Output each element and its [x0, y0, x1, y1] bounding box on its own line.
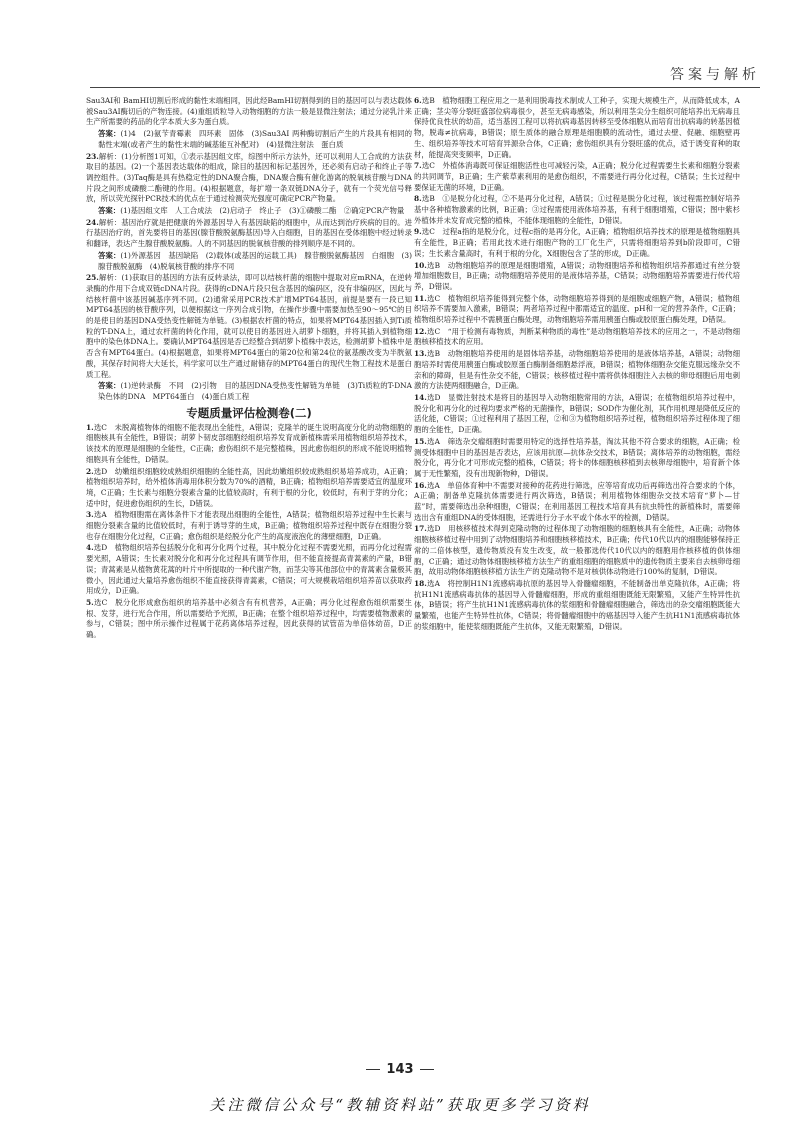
answer-block: [86, 129, 412, 150]
answer-label: 答案：: [98, 129, 121, 139]
answer-block: [86, 251, 412, 272]
explanation-text: 选B ①是脱分化过程，②不是再分化过程，A错误；①过程是脱分化过程，该过程需控制好培养基中各种植物激素的比例，B正确；③过程需使用液体培养基，有利于细胞增殖，C错误；图中紫杉外植体并未发育成完整的植株，不能体现细胞的全能性，D错误。: [414, 194, 740, 225]
explanation-text: 选C 外植体消毒既可保证细胞活性也可减轻污染，A正确；脱分化过程需要生长素和细胞分裂素的共同调节，B正确；生产紫草素利用的是愈伤组织，不需要进行再分化过程，C错误；生长过程中要保证无菌的环境，D正确。: [414, 161, 740, 192]
explanation-text: 选A 植物细胞需在离体条件下才能表现出细胞的全能性，A错误；植物组织培养过程中生长素与细胞分裂素含量的比值较低时，有利于诱导芽的生成，B正确；植物组织培养过程中既存在细胞分裂也存在细胞分化过程，C正确；愈伤组织是经脱分化产生的高度液泡化的薄壁细胞，D正确。: [86, 510, 412, 541]
question-explanation: [414, 96, 740, 160]
left-column: [86, 96, 412, 1080]
question-number: 5.: [86, 597, 94, 607]
question-number: 10.: [414, 260, 427, 270]
question-explanation: [414, 194, 740, 226]
explanation-text: 选D 用核移植技术得到克隆动物的过程体现了动物细胞的细胞核具有全能性，A正确；动物体细胞核移植过程中用到了动物细胞培养和细胞核移植技术，B正确；传代10代以内的细胞能够保持正常的二倍体核型，遗传物质没有发生改变，故一般都选传代10代以内的细胞用作核移植的供体细胞，C正确；通过动物体细胞核移植方法生产的重组细胞的细胞质中的遗传物质主要来自去核卵母细胞，故用动物体细胞核移植方法生产的克隆动物不是对核供体动物进行100%的复制，D错误。: [414, 524, 740, 577]
explanation-text: 选B 动物细胞培养使用的是固体培养基，动物细胞培养使用的是液体培养基，A错误；动物细胞培养时需使用胰蛋白酶或胶原蛋白酶制备细胞悬浮液，B错误；植物体细胞杂交能克服远缘杂交不亲和的障碍，但是有性杂交不能，C错误；核移植过程中需将供体细胞注入去核的卵母细胞后用电刺激的方法使两细胞融合，D正确。: [414, 349, 740, 391]
question-explanation: [86, 152, 412, 206]
question-explanation: [414, 161, 740, 193]
question-number: 23.: [86, 151, 99, 161]
question-explanation: [414, 437, 740, 480]
explanation-text: 选B 植物细胞工程应用之一是利用脱毒技术制成人工种子，实现大规模生产，从而降低成本，A正确；茎尖等分裂旺盛部位病毒很少，甚至无病毒感染，所以利用茎尖分生组织可能培养出无病毒且保持优良性状的幼苗，适当基因工程可以将抗病毒基因转移至受体细胞从而培育出抗病毒的转基因植物，脱毒≠抗病毒，B错误；原生质体的融合原理是细胞膜的流动性，通过去壁、促融、细胞壁再生、组织培养等技术可培育异源杂合体，C正确；愈伤组织具有分裂旺盛的优点，适于诱变育种的取材，能提高突变频率，D正确。: [414, 96, 740, 159]
answer-label: 答案：: [98, 250, 121, 260]
question-explanation: [414, 524, 740, 578]
footer-promo: 关注微信公众号“教辅资料站”获取更多学习资料: [209, 1096, 591, 1114]
explanation-text: 选C 过程a指的是脱分化，过程c指的是再分化，A正确；植物组织培养技术的原理是植物细胞具有全能性，B正确；若用此技术进行细胞产物的工厂化生产，只需将细胞培养到b阶段即可，C错误；生长素含量高时，有利于根的分化，X细胞包含了茎的形成，D正确。: [414, 227, 740, 258]
page-number-dash-left: [366, 1069, 380, 1070]
answer-label: 答案：: [98, 381, 121, 391]
question-number: 6.: [414, 96, 422, 105]
question-explanation: [86, 273, 412, 380]
question-explanation: [414, 294, 740, 326]
continued-text: Sau3AⅠ和 BamHⅠ切割后形成的黏性末端相同，因此经BamHⅠ切割得到的目的基因可以与表达载体被Sau3AⅠ酶切后的产物连接。(4)重组质粒导入动物细胞的方法一般是显微注射法；通过分泌乳汁来生产所需要的药品的化学本质大多为蛋白质。: [86, 96, 412, 127]
question-number: 8.: [414, 194, 422, 204]
question-number: 12.: [414, 326, 427, 336]
question-explanation: [86, 598, 412, 641]
page-number: [0, 1062, 800, 1077]
explanation-text: 选D 显微注射技术是将目的基因导入动物细胞常用的方法，A错误；在植物组织培养过程中，脱分化和再分化的过程均要求严格的无菌操作，B错误；SOD作为催化剂，其作用机理是降低反应的活化能，C错误；①过程利用了基因工程，②和③为植物组织培养过程，植物组织培养过程体现了细胞的全能性，D正确。: [414, 392, 740, 435]
explanation-text: 选C 脱分化形成愈伤组织的培养基中必须含有有机营养，A正确；再分化过程愈伤组织需要生根、发芽，进行光合作用，所以需要给予光照，B正确；在整个组织培养过程中，均需要植物激素的参与，C错误；图中所示操作过程属于花药离体培养过程，因此获得的试管苗为单倍体幼苗，D正确。: [86, 597, 412, 640]
page-number-value: 143: [386, 1062, 414, 1077]
question-explanation: [414, 327, 740, 348]
explanation-text: 选C “用于检测有毒物质，判断某种物质的毒性”是动物细胞培养技术的应用之一，不是动物细胞核移植技术的应用。: [414, 326, 740, 347]
explanation-text: 选D 植物组织培养包括脱分化和再分化两个过程，其中脱分化过程不需要光照，而再分化过程需要光照，A错误；生长素对脱分化和再分化过程具有调节作用，但不能直接提高青蒿素的产量，B错误；青蒿素是从植物黄花蒿的叶片中所提取的一种代谢产物，而茎尖等其他部位中的青蒿素含量极其微小，因此通过大量培养愈伤组织不能直接获得青蒿素，C错误；可大规模栽培组织培养苗以获取药用成分，D正确。: [86, 543, 412, 596]
question-number: 3.: [86, 510, 94, 520]
question-explanation: [86, 218, 412, 250]
answer-text: (1)4 (2)氨苄青霉素 四环素 固体 (3)Sau3AⅠ 两种酶切割后产生的片段具有相同的黏性末端(或者产生的黏性末端的碱基能互补配对) (4)显微注射法 蛋白质: [98, 129, 412, 149]
question-number: 9.: [414, 227, 422, 237]
right-column: [414, 96, 740, 1080]
answer-text: (1)基因组文库 人工合成法 (2)启动子 终止子 (3)①磷酸二酯 ②确定PCR产物量: [120, 206, 405, 216]
question-explanation: [414, 261, 740, 293]
explanation-text: 选C 未脱离植物体的细胞不能表现出全能性，A错误；克隆羊的诞生说明高度分化的动物细胞的细胞核具有全能性，B错误；胡萝卜韧皮部细胞经组织培养发育成新植株需采用植物组织培养技术，该技术的原理是细胞的全能性，C正确；愈伤组织不是完整植株，因此愈伤组织的形成不能说明植物细胞具有全能性，D错误。: [86, 422, 412, 464]
question-explanation: [414, 393, 740, 436]
explanation-text: 选C 植物组织培养能得到完整个体，动物细胞培养得到的是细胞或细胞产物，A错误；植物组织培养不需要加入激素，B错误；两者培养过程中都需适宜的温度、pH和一定的营养条件，C正确；植物组织培养过程中不需胰蛋白酶处理，动物细胞培养需用胰蛋白酶或胶原蛋白酶处理，D错误。: [414, 293, 740, 325]
question-explanation: [414, 349, 740, 392]
answer-text: (1)逆转录酶 不同 (2)引物 目的基因DNA受热变性解链为单链 (3)Ti质粒的T-DNA 染色体的DNA MPT64蛋白 (4)蛋白质工程: [98, 381, 412, 401]
question-number: 13.: [414, 349, 427, 359]
answer-block: [86, 206, 412, 217]
explanation-text: 解析：(1)分析图1可知，①表示基因组文库，综图中所示方法外，还可以利用人工合成的方法获取目的基因。(2)一个基因表达载体的组成，除目的基因和标记基因外，还必须有启动子和终止子等调控组件。(3)Taq酶是具有热稳定性的DNA聚合酶，DNA聚合酶有催化游离的脱氧核苷酸与DNA片段之间形成磷酸二酯键的作用。(4)根据题意，每扩增一条双链DNA分子，就有一个荧光信号释放，所以荧光探针PCR技术的优点在于通过检测荧光强度可确定PCR产物量。: [86, 151, 412, 204]
explanation-text: 选A 单倍体育种中不需要对接种的花药进行筛选，应等培育成功后再筛选出符合要求的个体，A正确；制备单克隆抗体需要进行两次筛选，B错误；利用植物体细胞杂交技术培育“萝卜—甘蓝”时，需要筛选出杂种细胞，C错误；在利用基因工程技术培育具有抗虫特性的新植株时，需要筛选出含有重组DNA的受体细胞，还需进行分子水平或个体水平的检测，D错误。: [414, 480, 740, 522]
question-number: 24.: [86, 217, 99, 227]
question-number: 2.: [86, 466, 94, 476]
explanation-text: 选A 筛选杂交瘤细胞时需要用特定的选择性培养基，淘汰其他不符合要求的细胞，A正确；检测受体细胞中目的基因是否表达，应该用抗原—抗体杂交技术，B错误；离体培养的动物细胞，需经脱分化，再分化才可形成完整的植株，C错误；将卡的体细胞核移植到去核卵母细胞中，培育新个体属于无性繁殖，没有出现新物种，D错误。: [414, 436, 740, 478]
question-number: 16.: [414, 480, 427, 490]
page-number-dash-right: [420, 1069, 434, 1070]
question-number: 17.: [414, 524, 427, 534]
question-number: 15.: [414, 436, 427, 446]
question-number: 1.: [86, 422, 94, 432]
explanation-text: 解析：(1)获取目的基因的方法有反转录法，即可以结核杆菌的细胞中提取对应mRNA，在逆转录酶的作用下合成双链cDNA片段。获得的cDNA片段只包含基因的编码区，没有非编码区，因此与结核杆菌中该基因碱基序列不同。(2)通常采用PCR技术扩增MPT64基因，前提是要有一段已知MPT64基因的核苷酸序列，以便根据这一序列合成引物，在操作步骤中需要加热至90～95℃的目的是使目的基因DNA受热变性解链为单链。(3)根据农杆菌的特点，如果将MPT64基因插入到Ti质粒的T-DNA上，通过农杆菌的转化作用，就可以使目的基因进入胡萝卜细胞，并将其插入到植物细胞中的染色体DNA上。要确认MPT64基因是否已经整合到胡萝卜植株中表达，检测胡萝卜植株中是否含有MPT64蛋白。(4)根据题意，如果将MPT64蛋白的第20位和第24位的氨基酸改变为半胱氨酸，其保存时间将大大延长，科学家可以生产通过耐储存的MPT64蛋白的现代生物工程技术是蛋白质工程。: [86, 273, 412, 379]
explanation-text: 选B 动物细胞培养的原理是细胞增殖，A错误；动物细胞培养和植物组织培养都通过有丝分裂增加细胞数目，B正确；动物细胞培养使用的是液体培养基，C错误；动物细胞培养需要进行传代培养，D错误。: [414, 260, 740, 291]
answer-label: 答案：: [98, 206, 121, 216]
explanation-text: 选A 将控制H1N1流感病毒抗原的基因导入骨髓瘤细胞，不能制备出单克隆抗体，A正确；将抗H1N1流感病毒抗体的基因导入骨髓瘤细胞，形成的重组细胞既能无限繁殖，又能产生特异性抗体，B错误；将产生抗H1N1流感病毒抗体的浆细胞和骨髓瘤细胞融合，筛选出的杂交瘤细胞既能大量繁殖，也能产生特异性抗体，C错误；将骨髓瘤细胞中的癌基因导入能产生抗H1N1流感病毒抗体的浆细胞中，能使浆细胞既能产生抗体，又能无限繁殖，D错误。: [414, 578, 740, 631]
question-explanation: [86, 467, 412, 510]
section-title: 专题质量评估检测卷(二): [186, 405, 312, 420]
explanation-text: 选D 幼嫩组织细胞较成熟组织细胞的全能性高，因此幼嫩组织较成熟组织易培养成功，A正确；植物组织培养时，给外植体消毒用体积分数为70%的酒精，B正确；植物组织培养需要适宜的温度环境，C正确；生长素与细胞分裂素含量的比值较高时，有利于根的分化，较低时，有利于芽的分化；适中时，促进愈伤组织的生长，D错误。: [86, 466, 412, 508]
question-number: 25.: [86, 273, 99, 283]
question-number: 7.: [414, 161, 422, 171]
header-divider: [90, 87, 760, 88]
question-explanation: [86, 423, 412, 466]
question-number: 4.: [86, 543, 94, 553]
question-number: 11.: [414, 293, 427, 303]
answer-block: [86, 381, 412, 402]
question-explanation: [86, 510, 412, 542]
question-explanation: [414, 579, 740, 633]
explanation-text: 解析：基因治疗就是把健康的外源基因导入有基因缺陷的细胞中，从而达到治疗疾病的目的。进行基因治疗的，首先要将目的基因(腺苷酸脱氨酶基因)导入白细胞，目的基因在受体细胞中经过转录和翻译，表达产生腺苷酸脱氨酶。人的不同基因的脱氧核苷酸的排列顺序是不同的。: [86, 217, 412, 249]
question-explanation: [414, 481, 740, 524]
answer-text: (1)外源基因 基因缺陷 (2)载体(或基因的运载工具) 腺苷酸脱氨酶基因 白细胞 (3)腺苷酸脱氨酶 (4)脱氧核苷酸的排序不同: [98, 250, 412, 271]
question-explanation: [414, 227, 740, 259]
question-number: 14.: [414, 392, 427, 402]
question-number: 18.: [414, 578, 427, 588]
question-explanation: [86, 543, 412, 597]
page-header: [90, 62, 760, 88]
header-title: 答案与解析: [670, 67, 760, 83]
